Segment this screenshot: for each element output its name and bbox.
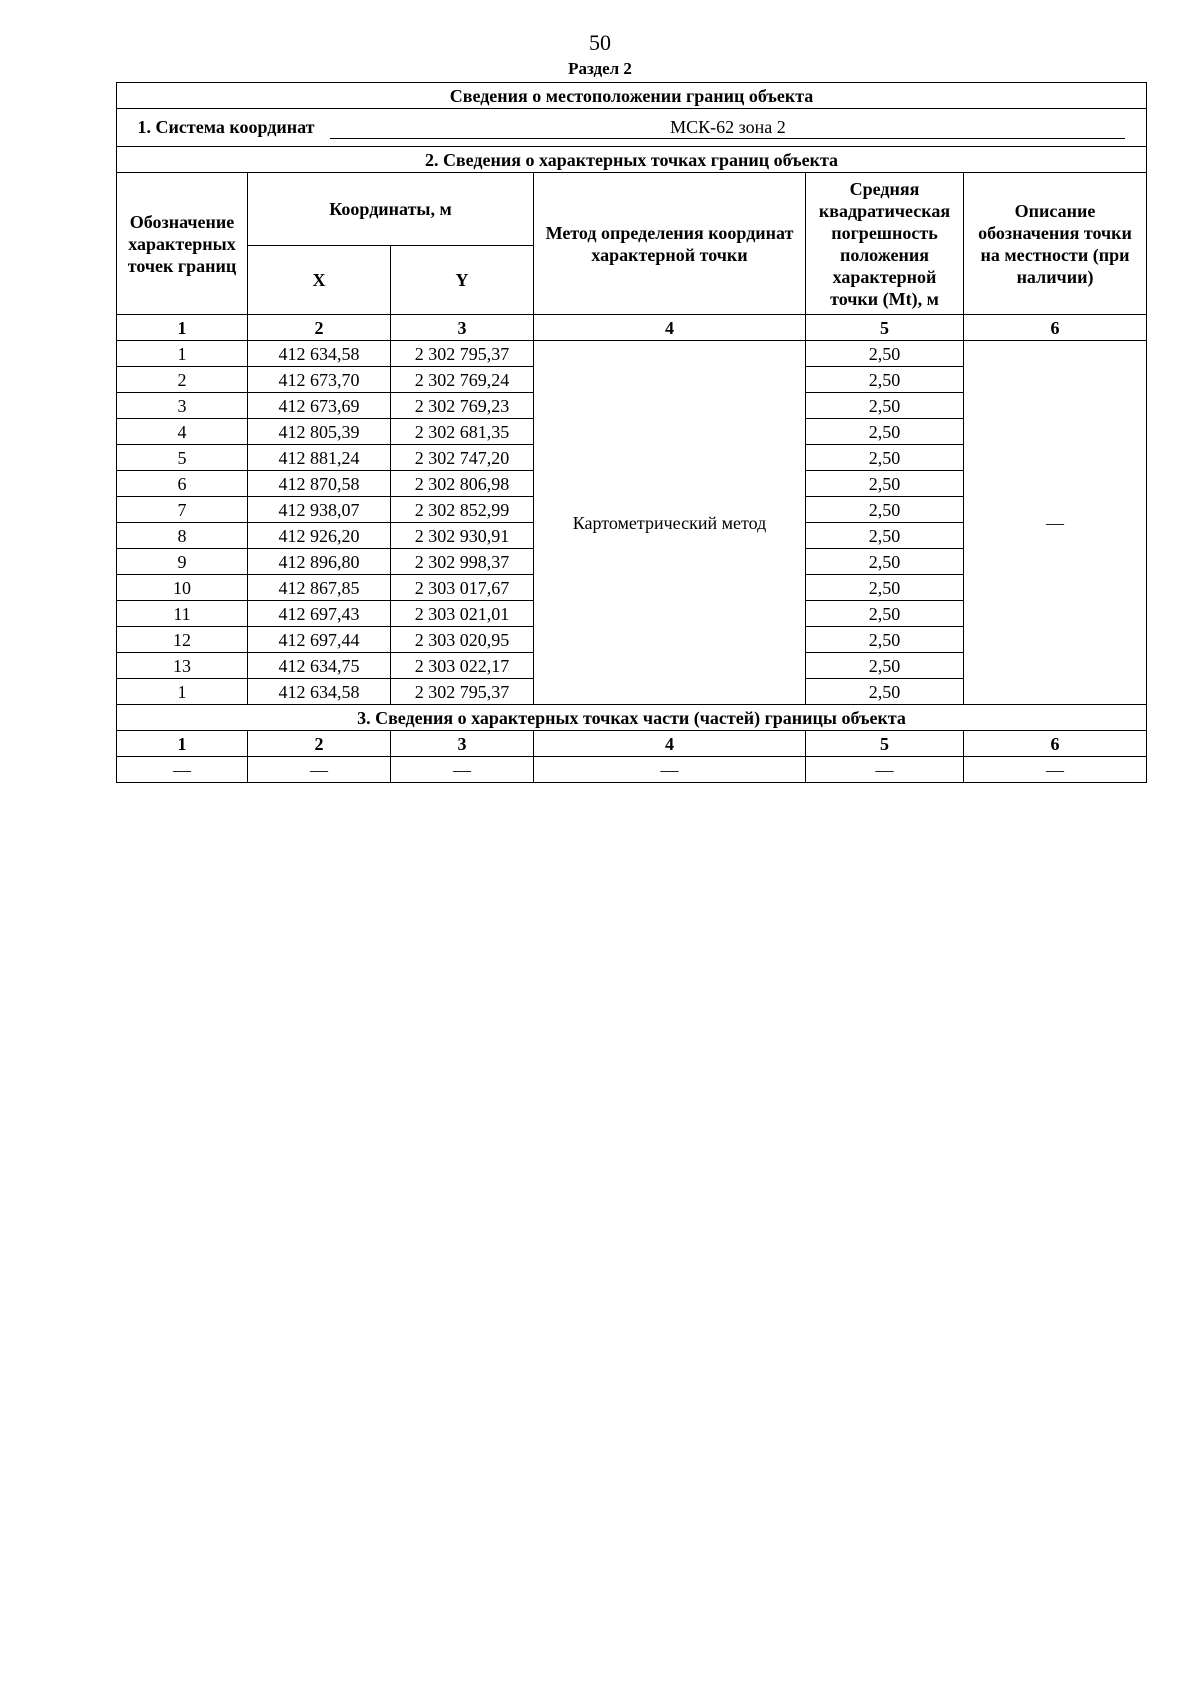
boundary-table (116, 82, 1147, 783)
x-coord-cell: 412 634,58 (248, 341, 391, 367)
x-coord-cell: 412 805,39 (248, 419, 391, 445)
y-coord-cell: 2 303 017,67 (391, 575, 534, 601)
error-cell: 2,50 (806, 341, 964, 367)
x-coord-cell: 412 673,69 (248, 393, 391, 419)
description-cell: — (964, 341, 1147, 705)
error-cell: 2,50 (806, 523, 964, 549)
column-number: 4 (534, 315, 806, 341)
point-id-cell: 13 (117, 653, 248, 679)
column-number: 3 (391, 315, 534, 341)
error-cell: 2,50 (806, 471, 964, 497)
points-section-title: 2. Сведения о характерных точках границ объекта (117, 147, 1147, 173)
column-number: 5 (806, 315, 964, 341)
parts-cell: — (117, 757, 248, 783)
y-coord-cell: 2 302 747,20 (391, 445, 534, 471)
point-id-cell: 1 (117, 679, 248, 705)
header-coords: Координаты, м (248, 173, 534, 246)
y-coord-cell: 2 302 795,37 (391, 679, 534, 705)
parts-cell: — (806, 757, 964, 783)
x-coord-cell: 412 870,58 (248, 471, 391, 497)
point-id-cell: 3 (117, 393, 248, 419)
method-cell: Картометрический метод (534, 341, 806, 705)
point-id-cell: 12 (117, 627, 248, 653)
column-number: 3 (391, 731, 534, 757)
y-coord-cell: 2 302 769,24 (391, 367, 534, 393)
parts-empty-row (117, 757, 1147, 783)
section-title: Раздел 2 (568, 59, 632, 78)
y-coord-cell: 2 302 998,37 (391, 549, 534, 575)
table-title: Сведения о местоположении границ объекта (117, 83, 1147, 109)
error-cell: 2,50 (806, 653, 964, 679)
y-coord-cell: 2 303 022,17 (391, 653, 534, 679)
point-id-cell: 11 (117, 601, 248, 627)
error-cell: 2,50 (806, 627, 964, 653)
column-number: 6 (964, 731, 1147, 757)
y-coord-cell: 2 302 795,37 (391, 341, 534, 367)
point-id-cell: 5 (117, 445, 248, 471)
x-coord-cell: 412 881,24 (248, 445, 391, 471)
point-id-cell: 6 (117, 471, 248, 497)
column-number: 4 (534, 731, 806, 757)
error-cell: 2,50 (806, 549, 964, 575)
error-cell: 2,50 (806, 601, 964, 627)
error-cell: 2,50 (806, 419, 964, 445)
y-coord-cell: 2 302 852,99 (391, 497, 534, 523)
x-coord-cell: 412 926,20 (248, 523, 391, 549)
parts-cell: — (534, 757, 806, 783)
coord-system-row (117, 109, 1147, 147)
point-id-cell: 7 (117, 497, 248, 523)
parts-column-numbers-row (117, 731, 1147, 757)
error-cell: 2,50 (806, 393, 964, 419)
header-description: Описание обозначения точки на местности (при наличии) (964, 173, 1147, 315)
point-id-cell: 2 (117, 367, 248, 393)
x-coord-cell: 412 697,43 (248, 601, 391, 627)
y-coord-cell: 2 302 806,98 (391, 471, 534, 497)
error-cell: 2,50 (806, 679, 964, 705)
y-coord-cell: 2 302 769,23 (391, 393, 534, 419)
error-cell: 2,50 (806, 445, 964, 471)
x-coord-cell: 412 938,07 (248, 497, 391, 523)
parts-cell: — (391, 757, 534, 783)
error-cell: 2,50 (806, 497, 964, 523)
column-number: 6 (964, 315, 1147, 341)
x-coord-cell: 412 896,80 (248, 549, 391, 575)
column-number: 2 (248, 731, 391, 757)
y-coord-cell: 2 302 681,35 (391, 419, 534, 445)
header-x: X (248, 246, 391, 315)
page-number: 50 (589, 30, 611, 55)
x-coord-cell: 412 673,70 (248, 367, 391, 393)
point-id-cell: 9 (117, 549, 248, 575)
point-id-cell: 8 (117, 523, 248, 549)
parts-cell: — (248, 757, 391, 783)
column-numbers-row (117, 315, 1147, 341)
point-id-cell: 1 (117, 341, 248, 367)
header-method: Метод определения координат характерной точки (534, 173, 806, 315)
column-number: 1 (117, 315, 248, 341)
point-id-cell: 10 (117, 575, 248, 601)
table-row (117, 341, 1147, 367)
header-error: Средняя квадратическая погрешность положения характерной точки (Mt), м (806, 173, 964, 315)
parts-cell: — (964, 757, 1147, 783)
point-id-cell: 4 (117, 419, 248, 445)
y-coord-cell: 2 303 020,95 (391, 627, 534, 653)
coord-system-label: 1. Система координат (137, 117, 315, 137)
column-number: 5 (806, 731, 964, 757)
x-coord-cell: 412 697,44 (248, 627, 391, 653)
y-coord-cell: 2 302 930,91 (391, 523, 534, 549)
error-cell: 2,50 (806, 367, 964, 393)
x-coord-cell: 412 634,58 (248, 679, 391, 705)
error-cell: 2,50 (806, 575, 964, 601)
x-coord-cell: 412 867,85 (248, 575, 391, 601)
column-number: 2 (248, 315, 391, 341)
parts-section-title: 3. Сведения о характерных точках части (частей) границы объекта (117, 705, 1147, 731)
coord-system-value: МСК-62 зона 2 (330, 116, 1125, 139)
header-y: Y (391, 246, 534, 315)
column-number: 1 (117, 731, 248, 757)
y-coord-cell: 2 303 021,01 (391, 601, 534, 627)
header-point: Обозначение характерных точек границ (117, 173, 248, 315)
x-coord-cell: 412 634,75 (248, 653, 391, 679)
